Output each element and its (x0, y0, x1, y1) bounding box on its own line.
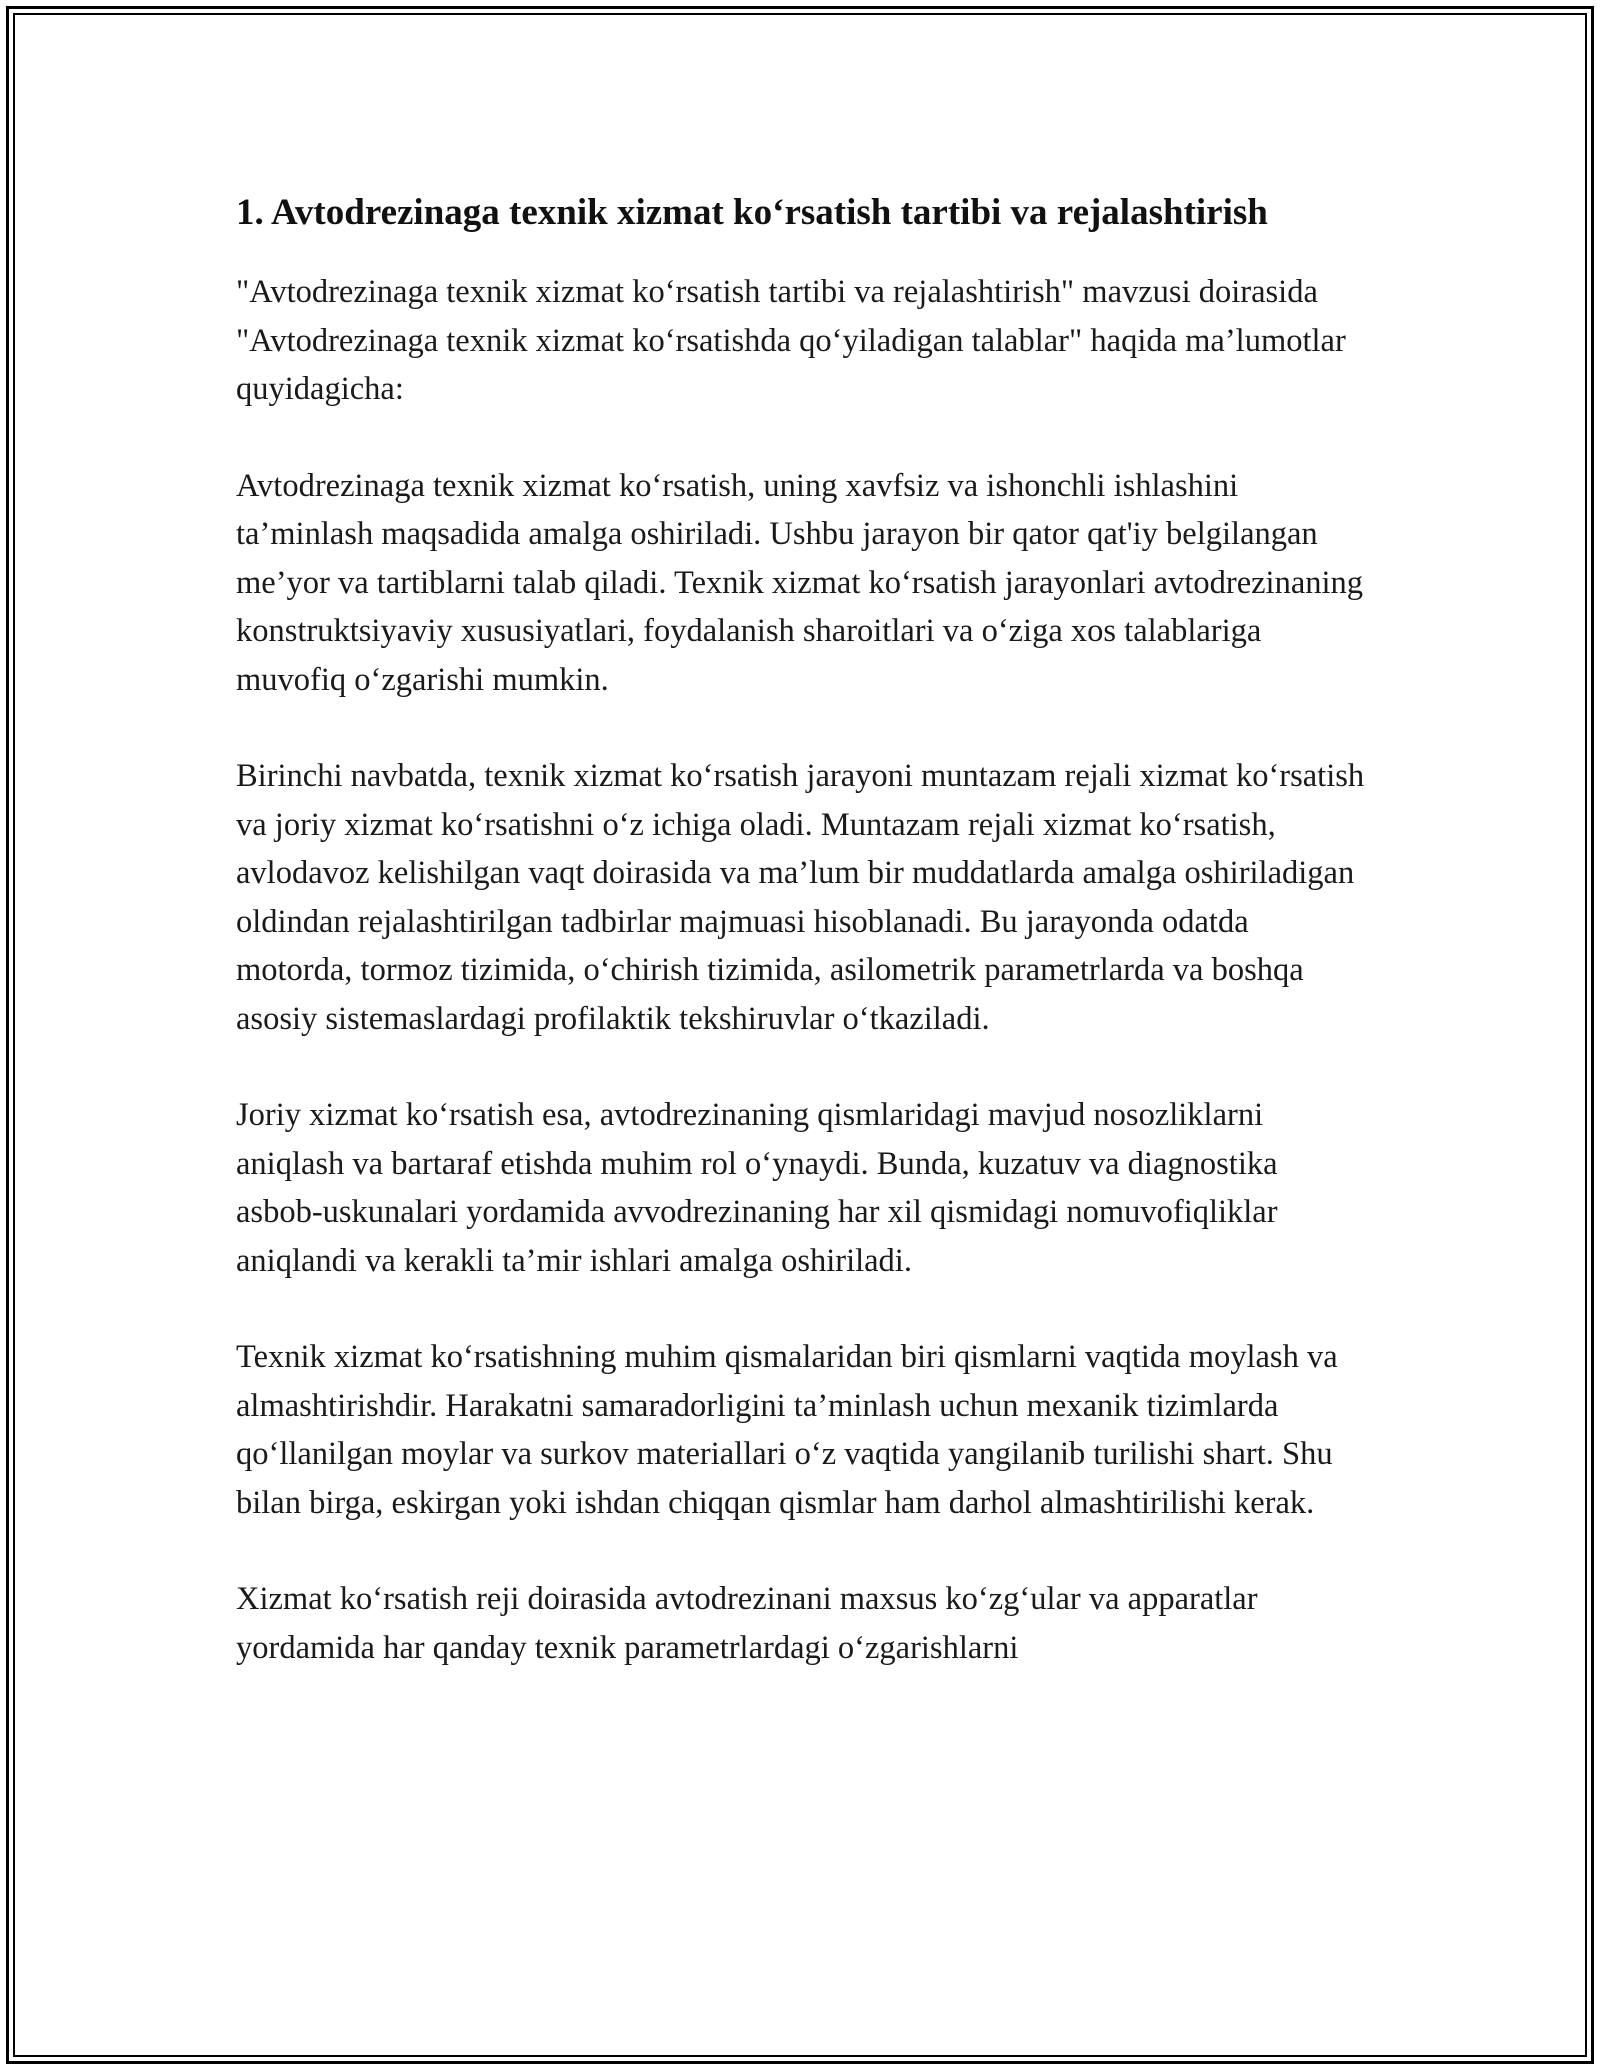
paragraph-inspection: Xizmat ko‘rsatish reji doirasida avtodrezinani maxsus ko‘zg‘ular va apparatlar yordamida har qanday texnik parametrlardagi o‘zgarishlarni (236, 1581, 1258, 1666)
paragraph-intro: "Avtodrezinaga texnik xizmat ko‘rsatish tartibi va rejalashtirish" mavzusi doirasida "Avtodrezinaga texnik xizmat ko‘rsatishda qo‘yiladigan talablar" haqida ma’lumotlar quyidagicha: (236, 274, 1346, 407)
paragraph-scheduled-service: Birinchi navbatda, texnik xizmat ko‘rsatish jarayoni muntazam rejali xizmat ko‘rsatish va joriy xizmat ko‘rsatishni o‘z ichiga oladi. Muntazam rejali xizmat ko‘rsatish, avlodavoz kelishilgan vaqt doirasida va ma’lum bir muddatlarda amalga oshiriladigan oldindan rejalashtirilgan tadbirlar majmuasi hisoblanadi. Bu jarayonda odatda motorda, tormoz tizimida, o‘chirish tizimida, asilometrik parametrlarda va boshqa asosiy sistemaslardagi profilaktik tekshiruvlar o‘tkaziladi. (236, 758, 1365, 1037)
paragraph-lubrication: Texnik xizmat ko‘rsatishning muhim qismalaridan biri qismlarni vaqtida moylash va almashtirishdir. Harakatni samaradorligini ta’minlash uchun mexanik tizimlarda qo‘llanilgan moylar va surkov materiallari o‘z vaqtida yangilanib turilishi shart. Shu bilan birga, eskirgan yoki ishdan chiqqan qismlar ham darhol almashtirilishi kerak. (236, 1339, 1338, 1521)
paragraph-purpose: Avtodrezinaga texnik xizmat ko‘rsatish, uning xavfsiz va ishonchli ishlashini ta’minlash maqsadida amalga oshiriladi. Ushbu jarayon bir qator qat'iy belgilangan me’yor va tartiblarni talab qiladi. Texnik xizmat ko‘rsatish jarayonlari avtodrezinaning konstruktsiyaviy xususiyatlari, foydalanish sharoitlari va o‘ziga xos talablariga muvofiq o‘zgarishi mumkin. (236, 467, 1364, 698)
section-heading: 1. Avtodrezinaga texnik xizmat ko‘rsatish tartibi va rejalashtirish (236, 192, 1268, 233)
document-body (236, 185, 1371, 1720)
paragraph-current-service: Joriy xizmat ko‘rsatish esa, avtodrezinaning qismlaridagi mavjud nosozliklarni aniqlash va bartaraf etishda muhim rol o‘ynaydi. Bunda, kuzatuv va diagnostika asbob-uskunalari yordamida avvodrezinaning har xil qismidagi nomuvofiqliklar aniqlandi va kerakli ta’mir ishlari amalga oshiriladi. (236, 1097, 1278, 1279)
